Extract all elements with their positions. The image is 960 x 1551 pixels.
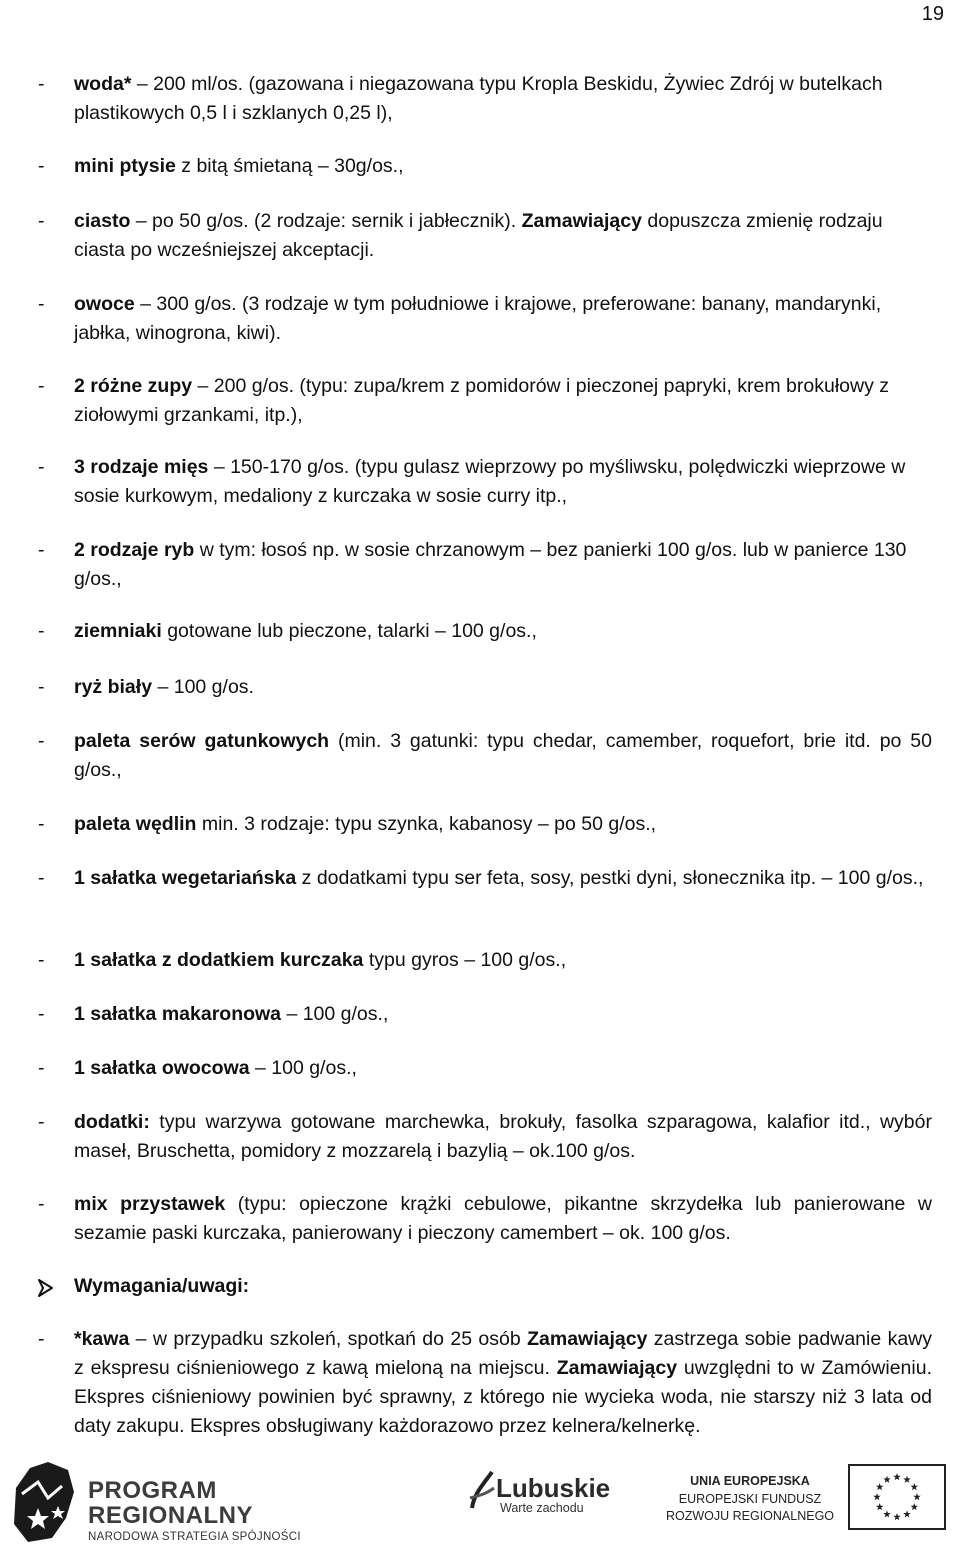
list-item-text	[74, 946, 932, 975]
list-dash: -	[38, 539, 45, 561]
item-keyword: woda*	[74, 73, 132, 95]
list-dash: -	[38, 1193, 45, 1215]
list-dash: -	[38, 456, 45, 478]
item-keyword: mix przystawek	[74, 1193, 226, 1215]
lubuskie-logo-icon	[468, 1468, 496, 1517]
list-item	[38, 372, 932, 430]
item-text: gotowane lub pieczone, talarki – 100 g/os.,	[161, 620, 537, 642]
note-text	[74, 1325, 932, 1441]
list-dash: -	[38, 1057, 45, 1079]
list-item	[38, 673, 932, 702]
item-keyword: mini ptysie	[74, 155, 176, 177]
item-text: – po 50 g/os. (2 rodzaje: sernik i jabłecznik).	[130, 210, 522, 232]
item-text: – w przypadku szkoleń, spotkań do 25 osób	[129, 1328, 528, 1350]
list-dash: -	[38, 210, 45, 232]
ue-line2: EUROPEJSKI FUNDUSZ	[678, 1492, 822, 1506]
footer-logos	[0, 1450, 960, 1549]
item-text: w tym: łosoś np. w sosie chrzanowym – bez panierki 100 g/os. lub w panierce 130 g/os.,	[74, 539, 907, 590]
list-item-text	[74, 1190, 932, 1248]
item-keyword: 1 sałatka wegetariańska	[74, 867, 297, 889]
list-item-text	[74, 1054, 932, 1083]
list-item	[38, 1054, 932, 1083]
item-text: – 300 g/os. (3 rodzaje w tym południowe i krajowe, preferowane: banany, mandarynki, jabłka, winogrona, kiwi).	[74, 293, 882, 344]
list-item	[38, 290, 932, 348]
list-item	[38, 617, 932, 646]
list-item	[38, 1000, 932, 1029]
list-item-text	[74, 152, 932, 181]
list-item-text	[74, 864, 932, 893]
list-item-text	[74, 617, 932, 646]
lubuskie-tagline: Warte zachodu	[500, 1501, 584, 1515]
list-item	[38, 536, 932, 594]
list-item-text	[74, 727, 932, 785]
list-item	[38, 864, 932, 893]
item-text: (min. 3 gatunki: typu chedar, camember, roquefort, brie itd. po 50 g/os.,	[74, 730, 932, 781]
note-item	[38, 1325, 932, 1441]
item-keyword: Zamawiający	[527, 1328, 648, 1350]
list-item	[38, 1108, 932, 1166]
item-text: – 100 g/os.,	[281, 1003, 389, 1025]
list-dash: -	[38, 867, 45, 889]
item-text: zastrzega sobie padwanie kawy z ekspresu ciśnieniowego z kawą mieloną na miejscu.	[74, 1328, 932, 1379]
list-item	[38, 727, 932, 785]
nss-logo-icon	[8, 1458, 80, 1551]
list-item	[38, 70, 932, 128]
eu-flag-icon	[848, 1464, 946, 1535]
item-keyword: owoce	[74, 293, 135, 315]
section-heading	[38, 1272, 249, 1301]
list-dash: -	[38, 73, 45, 95]
list-dash: -	[38, 293, 45, 315]
item-text: – 200 ml/os. (gazowana i niegazowana typu Kropla Beskidu, Żywiec Zdrój w butelkach plastikowych 0,5 l i szklanych 0,25 l),	[74, 73, 883, 124]
item-keyword: 3 rodzaje mięs	[74, 456, 209, 478]
item-keyword: Zamawiający	[521, 210, 642, 232]
list-dash: -	[38, 620, 45, 642]
item-text: z dodatkami typu ser feta, sosy, pestki dyni, słonecznika itp. – 100 g/os.,	[296, 867, 924, 889]
list-dash: -	[38, 1111, 45, 1133]
arrow-bullet-icon	[38, 1277, 54, 1306]
ue-line3: ROZWOJU REGIONALNEGO	[665, 1509, 835, 1523]
list-item-text	[74, 1108, 932, 1166]
item-keyword: 2 rodzaje ryb	[74, 539, 195, 561]
item-text: (typu: opieczone krążki cebulowe, pikantne skrzydełka lub panierowane w sezamie paski kurczaka, panierowany i pieczony camembert – ok. 100 g/os.	[74, 1193, 932, 1244]
list-item-text	[74, 453, 932, 511]
item-text: – 200 g/os. (typu: zupa/krem z pomidorów i pieczonej papryki, krem brokułowy z ziołowymi grzankami, itp.),	[74, 375, 889, 426]
list-item-text	[74, 372, 932, 430]
item-text: – 150-170 g/os. (typu gulasz wieprzowy po myśliwsku, polędwiczki wieprzowe w sosie kurkowym, medaliony z kurczaka w sosie curry itp.,	[74, 456, 906, 507]
program-line3: NARODOWA STRATEGIA SPÓJNOŚCI	[88, 1531, 301, 1543]
heading-text: Wymagania/uwagi:	[74, 1275, 250, 1297]
list-dash: -	[38, 949, 45, 971]
list-dash: -	[38, 1003, 45, 1025]
item-text: dopuszcza zmienię rodzaju ciasta po wcześniejszej akceptacji.	[74, 210, 883, 261]
item-keyword: 2 różne zupy	[74, 375, 193, 397]
item-text: – 100 g/os.	[152, 676, 254, 698]
list-item	[38, 152, 932, 181]
list-item-text	[74, 290, 932, 348]
list-item-text	[74, 536, 932, 594]
page-number: 19	[921, 3, 944, 25]
item-keyword: 1 sałatka makaronowa	[74, 1003, 282, 1025]
item-text: typu warzywa gotowane marchewka, brokuły, fasolka szparagowa, kalafior itd., wybór maseł, Bruschetta, pomidory z mozzarelą i bazylią – ok.100 g/os.	[74, 1111, 932, 1162]
item-text: min. 3 rodzaje: typu szynka, kabanosy – po 50 g/os.,	[196, 813, 657, 835]
program-line1: PROGRAM	[88, 1477, 217, 1504]
program-line2: REGIONALNY	[88, 1502, 254, 1529]
list-item-text	[74, 1000, 932, 1029]
item-keyword: ciasto	[74, 210, 131, 232]
item-keyword: *kawa	[74, 1328, 130, 1350]
ue-line1: UNIA EUROPEJSKA	[690, 1474, 810, 1488]
list-item-text	[74, 810, 932, 839]
item-keyword: Zamawiający	[556, 1357, 678, 1379]
item-text: typu gyros – 100 g/os.,	[363, 949, 567, 971]
list-dash: -	[38, 155, 45, 177]
lubuskie-name: Lubuskie	[496, 1473, 611, 1503]
item-text: uwzględni to w Zamówieniu. Ekspres ciśnieniowy powinien być sprawny, z którego nie wycieka woda, nie starszy niż 3 lata od daty zakupu. Ekspres obsługiwany każdorazowo przez kelnera/kelnerkę.	[74, 1357, 932, 1437]
list-item	[38, 946, 932, 975]
list-item-text	[74, 207, 932, 265]
item-keyword: paleta serów gatunkowych	[74, 730, 330, 752]
list-item	[38, 453, 932, 511]
item-keyword: paleta wędlin	[74, 813, 197, 835]
list-item	[38, 1190, 932, 1248]
item-text: – 100 g/os.,	[249, 1057, 357, 1079]
item-keyword: ziemniaki	[74, 620, 162, 642]
list-item	[38, 207, 932, 265]
item-text: z bitą śmietaną – 30g/os.,	[175, 155, 404, 177]
list-item-text	[74, 70, 932, 128]
list-dash: -	[38, 1328, 45, 1350]
list-dash: -	[38, 676, 45, 698]
list-item	[38, 810, 932, 839]
item-keyword: ryż biały	[74, 676, 153, 698]
item-keyword: 1 sałatka owocowa	[74, 1057, 250, 1079]
item-keyword: 1 sałatka z dodatkiem kurczaka	[74, 949, 364, 971]
item-keyword: dodatki:	[74, 1111, 150, 1133]
list-dash: -	[38, 375, 45, 397]
list-dash: -	[38, 813, 45, 835]
list-item-text	[74, 673, 932, 702]
list-dash: -	[38, 730, 45, 752]
